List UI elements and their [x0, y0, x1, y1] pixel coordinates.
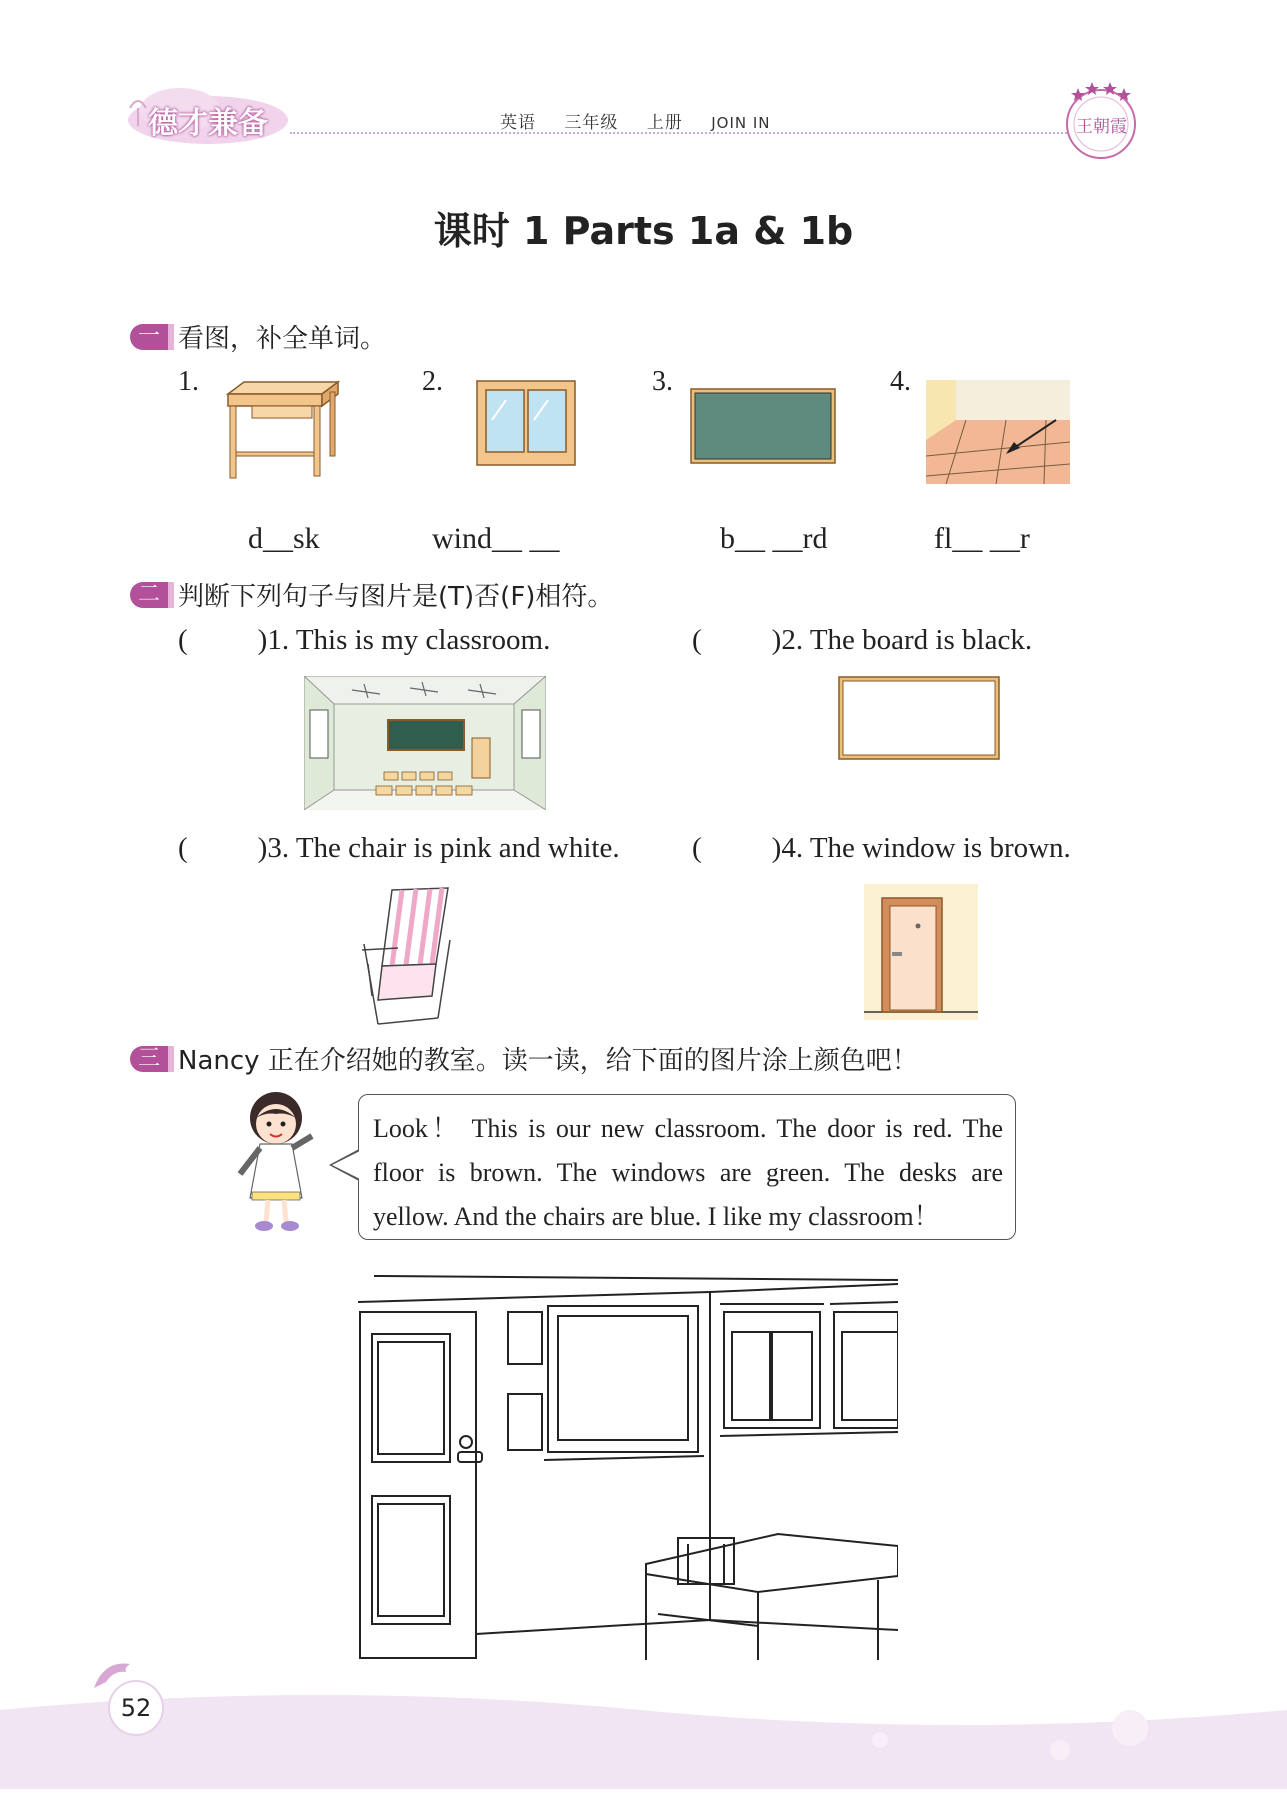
page-number: 52 — [108, 1680, 164, 1736]
judge-sentence-4: 4. The window is brown. — [781, 832, 1071, 864]
classroom-coloring-picture — [358, 1274, 898, 1664]
door-icon — [864, 884, 978, 1024]
word-blank-3[interactable]: b__ __rd — [720, 522, 828, 555]
answer-paren-open[interactable]: ( — [178, 624, 188, 656]
word-blank-4[interactable]: fl__ __r — [934, 522, 1030, 555]
section-2-number: 二 — [130, 582, 168, 608]
floor-icon — [926, 380, 1070, 488]
window-icon — [476, 380, 576, 470]
section-3-instruction: Nancy 正在介绍她的教室。读一读，给下面的图片涂上颜色吧！ — [178, 1046, 918, 1076]
item-3-number: 3. — [652, 366, 673, 397]
nancy-girl-icon — [232, 1088, 322, 1238]
judge-sentence-3: 3. The chair is pink and white. — [267, 832, 620, 864]
lesson-title: 课时 1 Parts 1a & 1b — [433, 209, 854, 253]
judge-item-4 — [692, 832, 1071, 865]
answer-paren-close: ) — [257, 832, 268, 864]
section-1-heading — [130, 318, 386, 355]
judge-item-3 — [178, 832, 620, 865]
answer-paren-close: ) — [257, 624, 268, 656]
item-4-number: 4. — [890, 366, 911, 397]
volume-label: 上册 — [646, 113, 683, 133]
brand-logo-text: 德才兼备 — [148, 106, 268, 141]
word-blank-1[interactable]: d__sk — [248, 522, 320, 555]
answer-paren-close: ) — [771, 624, 782, 656]
speech-text: Look！ This is our new classroom. The door is red. The floor is brown. The windows are green. The desks are yellow. And the chairs are blue. I like my classroom！ — [373, 1114, 1003, 1231]
edition-label: JOIN IN — [711, 114, 771, 132]
grade-label: 三年级 — [564, 113, 619, 133]
footer-decoration — [0, 1680, 1287, 1789]
section-3-number: 三 — [130, 1046, 168, 1072]
section-3-heading — [130, 1040, 918, 1077]
judge-sentence-1: 1. This is my classroom. — [267, 624, 551, 656]
section-1-number: 一 — [130, 324, 168, 350]
judge-sentence-2: 2. The board is black. — [781, 624, 1033, 656]
desk-icon — [222, 380, 340, 484]
board-icon — [690, 388, 836, 468]
chair-icon — [358, 884, 458, 1030]
section-2-instruction: 判断下列句子与图片是(T)否(F)相符。 — [178, 582, 614, 612]
answer-paren-close: ) — [771, 832, 782, 864]
answer-paren-open[interactable]: ( — [178, 832, 188, 864]
answer-paren-open[interactable]: ( — [692, 624, 702, 656]
judge-item-1 — [178, 624, 550, 657]
answer-paren-open[interactable]: ( — [692, 832, 702, 864]
badge-text: 王朝霞 — [1076, 117, 1127, 137]
item-2-number: 2. — [422, 366, 443, 397]
header-info — [500, 108, 793, 133]
section-2-heading — [130, 576, 613, 613]
section-1-instruction: 看图，补全单词。 — [178, 324, 387, 354]
word-blank-2[interactable]: wind__ __ — [432, 522, 560, 555]
speech-bubble — [358, 1094, 1016, 1240]
item-1-number: 1. — [178, 366, 199, 397]
subject-label: 英语 — [500, 113, 536, 133]
white-board-icon — [838, 676, 1000, 764]
judge-item-2 — [692, 624, 1032, 657]
classroom-icon — [304, 676, 546, 814]
